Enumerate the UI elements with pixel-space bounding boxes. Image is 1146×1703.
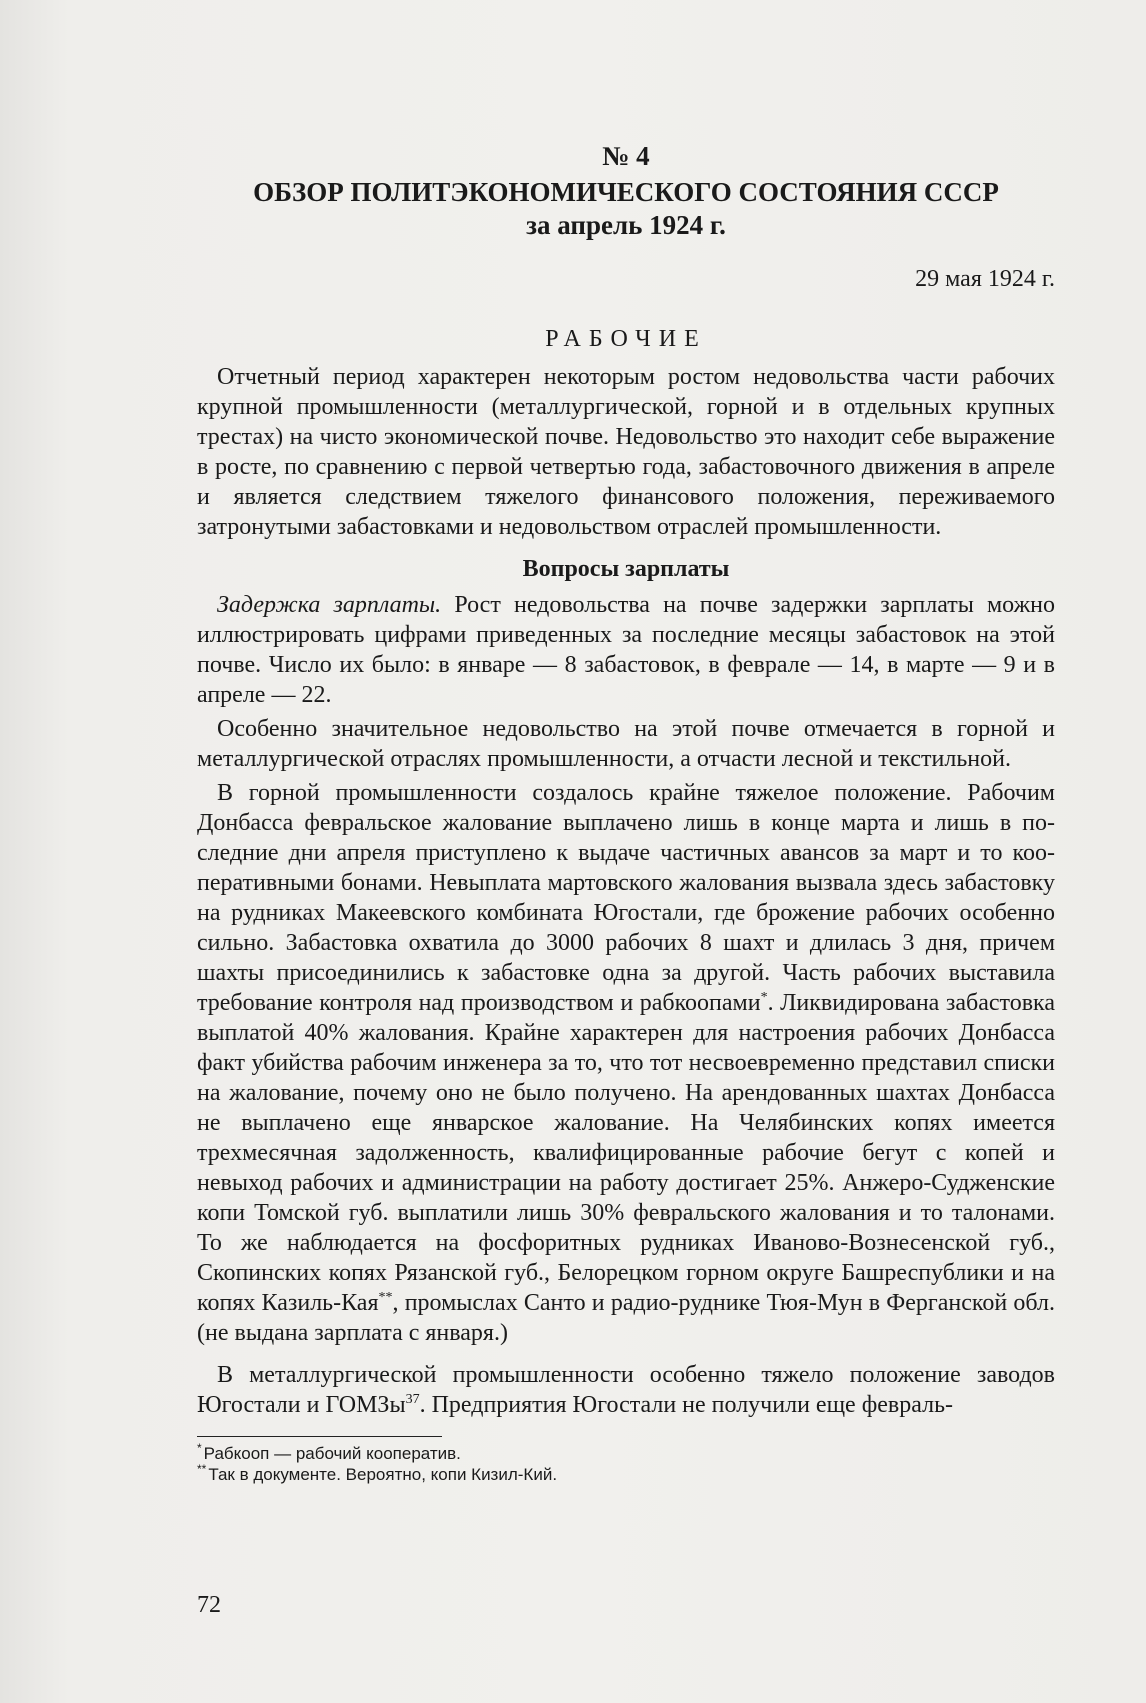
footnote-text: Так в документе. Вероятно, копи Кизил-Кий. bbox=[208, 1465, 558, 1484]
footnote-text: Рабкооп — рабочий кооператив. bbox=[203, 1444, 461, 1463]
paragraph-text: В металлургической промышленности особенно тяжело положение заводов Югостали и ГОМЗы bbox=[197, 1362, 1055, 1418]
subheading: Вопросы зарплаты bbox=[522, 556, 730, 582]
footnote-reference[interactable]: * bbox=[760, 990, 768, 1005]
footnote bbox=[197, 1464, 1055, 1485]
paragraph-text: . Предприятия Югостали не получили еще февраль- bbox=[419, 1392, 954, 1418]
paragraph-metallurgy bbox=[197, 1360, 1055, 1420]
paragraph-lead: Задержка зарплаты. bbox=[217, 592, 442, 618]
document-title: ОБЗОР ПОЛИТЭКОНОМИЧЕСКОГО СОСТОЯНИЯ СССР bbox=[253, 177, 999, 207]
document-number: № 4 bbox=[602, 141, 650, 171]
document-date: 29 мая 1924 г. bbox=[915, 266, 1055, 292]
footnote bbox=[197, 1443, 1055, 1464]
document-body bbox=[197, 140, 1055, 1485]
page-number: 72 bbox=[197, 1592, 221, 1618]
paragraph-mining bbox=[197, 778, 1055, 1348]
intro-paragraph: Отчетный период характерен некоторым ростом недовольства части рабочих крупной промышленности (металлургической, горной и в отдельных крупных трестах) на чисто экономической почве. Недовольство это находит себе выражение в росте, по сравнению с первой четвертью года, забастовочного движения в апреле и является следствием тяжелого финансового положения, переживаемого затронутыми забастовками и недовольством отраслей промышленности. bbox=[197, 364, 1055, 540]
paragraph-text: , промыслах Санто и радио-руднике Тюя-Мун в Ферганской обл. (не выдана зарплата с января.) bbox=[197, 1290, 1055, 1346]
paragraph-sectors: Особенно значительное недовольство на этой почве отмечается в горной и металлургической отраслях промышленности, а отчасти лесной и текстильной. bbox=[197, 716, 1055, 772]
paragraph-wage-delay bbox=[197, 590, 1055, 710]
document-period: за апрель 1924 г. bbox=[526, 210, 726, 240]
section-heading: РАБОЧИЕ bbox=[545, 326, 707, 352]
footnote-reference[interactable]: ** bbox=[378, 1290, 393, 1305]
endnote-reference[interactable]: 37 bbox=[405, 1392, 420, 1407]
footnote-mark: ** bbox=[197, 1462, 207, 1477]
footnote-mark: * bbox=[197, 1441, 202, 1456]
paragraph-text: . Ликвидирована забастовка выплатой 40% жалования. Крайне характерен для настроения рабочих Донбасса факт убийства рабочим инженера за то, что тот несвоевременно представил списки на жалование, почему оно не было получено. На арендованных шахтах Донбасса не выплачено еще январское жалование. На Челябинских копях имеется трехмесячная задолженность, квалифицированные рабочие бегут с копей и невыход рабочих и администрации на работу достигает 25%. Анжеро-Судженские копи Томской губ. выплатили лишь 30% февральского жалования и то талонами. То же наблюдается на фосфоритных рудниках Иваново-Вознесенской губ., Скопинских копях Рязанской губ., Белорецком горном округе Башреспублики и на копях Казиль-Кая bbox=[197, 990, 1056, 1316]
paragraph-text: В горной промышленности создалось крайне тяжелое положение. Рабочим Донбасса февральское жалование выплачено лишь в конце марта и лишь в последние дни апреля приступлено к выдаче частичных авансов за март и то кооперативными бонами. Невыплата мартовского жалования вызвала здесь забастовку на рудниках Макеевского комбината Югостали, где брожение рабочих особенно сильно. Забастовка охватила до 3000 рабочих 8 шахт и длилась 3 дня, причем шахты присоединились к забастовке одна за другой. Часть рабочих выставила требование контроля над производством и рабкоопами bbox=[197, 780, 1055, 1016]
paragraph-text: Рост недовольства на почве задержки зарплаты можно иллюстрировать цифрами приведенных за последние месяцы забастовок на этой почве. Число их было: в январе — 8 забастовок, в феврале — 14, в марте — 9 и в апреле — 22. bbox=[197, 592, 1056, 708]
footnote-divider bbox=[197, 1436, 442, 1437]
